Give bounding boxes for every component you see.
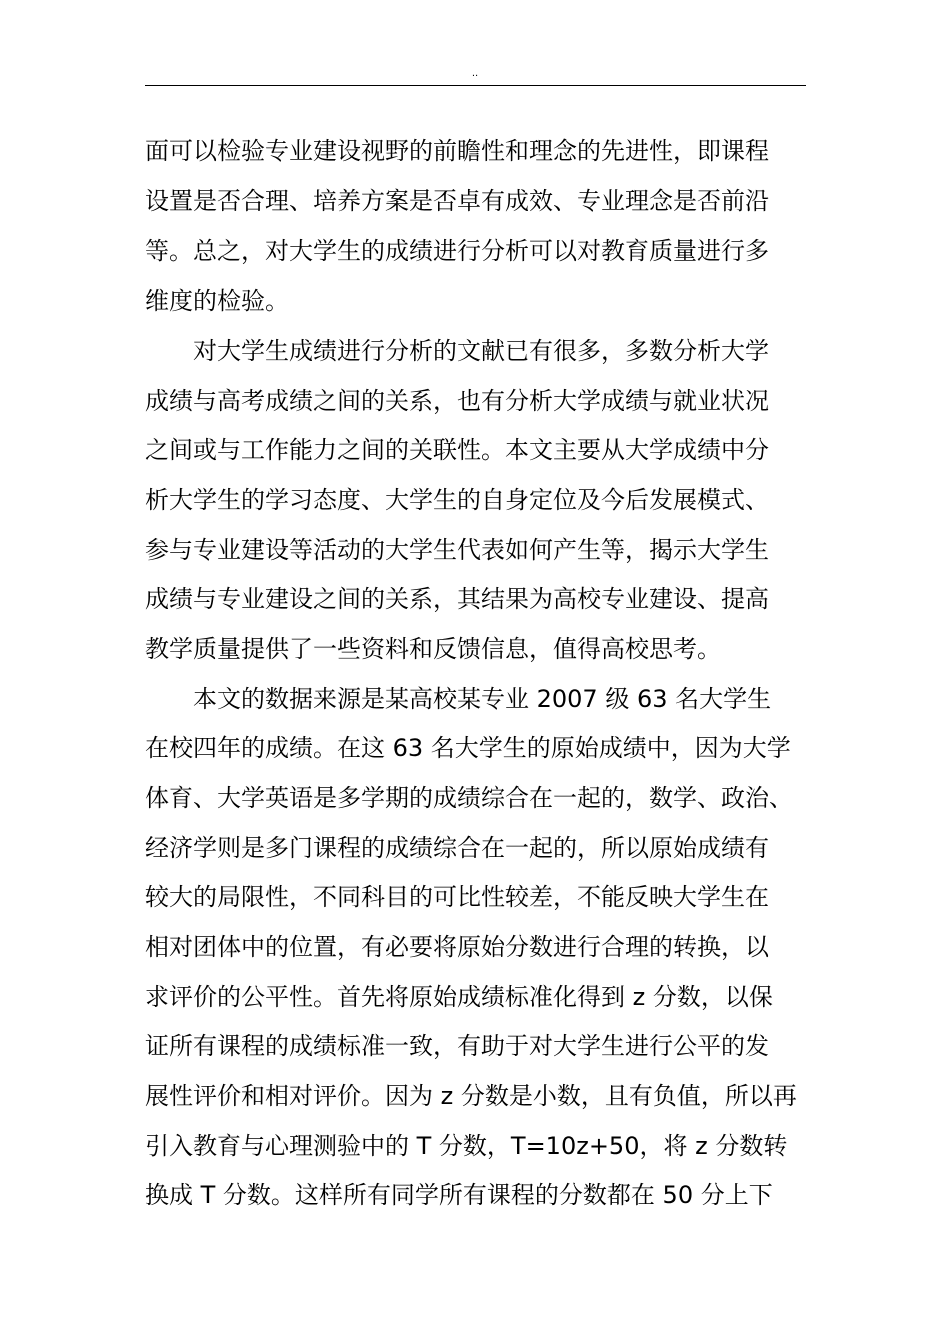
body-line: 成绩与专业建设之间的关系，其结果为高校专业建设、提高 xyxy=(145,585,769,613)
body-line: 展性评价和相对评价。因为 z 分数是小数，且有负值，所以再 xyxy=(145,1082,797,1110)
body-line: 较大的局限性，不同科目的可比性较差，不能反映大学生在 xyxy=(145,883,769,911)
body-line: 在校四年的成绩。在这 63 名大学生的原始成绩中，因为大学 xyxy=(145,734,791,762)
body-line: 之间或与工作能力之间的关联性。本文主要从大学成绩中分 xyxy=(145,436,769,464)
body-line: 本文的数据来源是某高校某专业 2007 级 63 名大学生 xyxy=(145,685,772,713)
body-line: 面可以检验专业建设视野的前瞻性和理念的先进性，即课程 xyxy=(145,137,769,165)
body-line: 等。总之，对大学生的成绩进行分析可以对教育质量进行多 xyxy=(145,237,769,265)
body-line: 体育、大学英语是多学期的成绩综合在一起的，数学、政治、 xyxy=(145,784,793,812)
body-line: 证所有课程的成绩标准一致，有助于对大学生进行公平的发 xyxy=(145,1032,769,1060)
header-divider xyxy=(145,85,806,86)
body-line: 相对团体中的位置，有必要将原始分数进行合理的转换，以 xyxy=(145,933,769,961)
body-line: 对大学生成绩进行分析的文献已有很多，多数分析大学 xyxy=(145,337,769,365)
body-line: 设置是否合理、培养方案是否卓有成效、专业理念是否前沿 xyxy=(145,187,769,215)
body-line: 成绩与高考成绩之间的关系，也有分析大学成绩与就业状况 xyxy=(145,387,769,415)
body-line: 求评价的公平性。首先将原始成绩标准化得到 z 分数，以保 xyxy=(145,983,773,1011)
body-line: 析大学生的学习态度、大学生的自身定位及今后发展模式、 xyxy=(145,486,769,514)
body-line: 引入教育与心理测验中的 T 分数，T=10z+50，将 z 分数转 xyxy=(145,1132,788,1160)
body-line: 教学质量提供了一些资料和反馈信息，值得高校思考。 xyxy=(145,635,721,663)
body-line: 换成 T 分数。这样所有同学所有课程的分数都在 50 分上下 xyxy=(145,1181,773,1209)
page-header-mark: .. xyxy=(471,68,479,79)
body-line: 经济学则是多门课程的成绩综合在一起的，所以原始成绩有 xyxy=(145,834,769,862)
body-line: 维度的检验。 xyxy=(145,287,289,315)
body-line: 参与专业建设等活动的大学生代表如何产生等，揭示大学生 xyxy=(145,536,769,564)
